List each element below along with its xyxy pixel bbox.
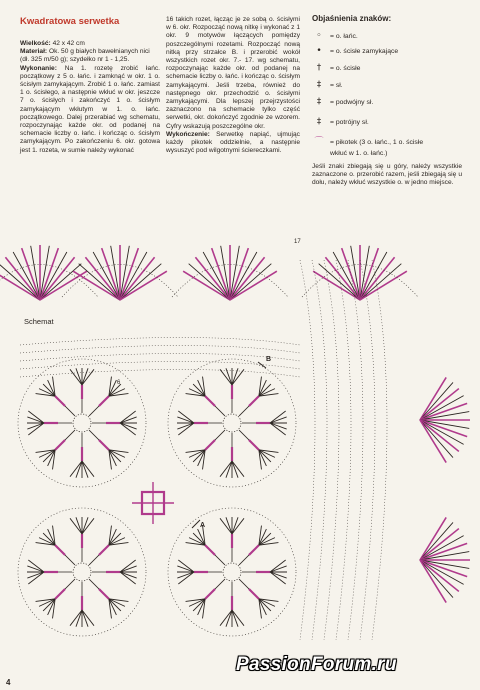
rosette-fan-stitch [120, 423, 137, 429]
row-6-label: 6 [117, 380, 121, 386]
rosette-pink-petal [99, 396, 109, 406]
border-fan-stitch [120, 257, 155, 300]
border-fan-stitch [360, 257, 395, 300]
legend-item-single [312, 64, 360, 73]
rosette-fan-stitch [232, 517, 238, 534]
rosette-pink-petal [99, 545, 109, 555]
rosette-pink-petal [99, 589, 109, 599]
size-line [20, 40, 160, 48]
rosette-pink-petal [55, 545, 65, 555]
rosette-fan-stitch [232, 368, 238, 385]
rosette-fan-stitch [82, 517, 88, 534]
rosette-fan-stitch [220, 369, 232, 385]
rosette-fan-stitch [76, 461, 82, 478]
rosette-fan-stitch [120, 417, 137, 423]
rosette-fan-stitch [232, 518, 244, 534]
rosette-fan-stitch [82, 518, 94, 534]
watermark-logo: PassionForum.ru [236, 654, 397, 675]
mesh-line [360, 260, 375, 640]
rosette-fan-stitch [270, 423, 287, 429]
rosette-fan-stitch [232, 461, 244, 477]
rosette-fan-stitch [220, 518, 232, 534]
mesh-line [20, 346, 300, 354]
border-fan-stitch [420, 377, 446, 420]
page-title: Kwadratowa serwetka [20, 16, 120, 27]
rosette-fan-stitch [270, 423, 286, 435]
rosette-fan-stitch [232, 610, 244, 626]
border-fan-stitch [420, 529, 459, 560]
crochet-diagram [0, 200, 480, 670]
rosette-fan-stitch [226, 461, 232, 478]
legend-item-slip [312, 47, 398, 56]
continuation-text: 16 takich rozet, łącząc je ze sobą o. ścisłymi w 6. okr. Rozpocząć nową nitkę i wykonać z 1 okr. 9 motywów łączących pomiędzy poszczególnymi rozetami. Rozpocząć nową nitką przy strzałce B. i przerobić wokół wszystkich rozet okr. 7.- 17. wg schematu, rozpoczynając każde okr. od podanej na schemacie liczby o. łańc. i kończąc o. ścisłym zamykającymi. Jeśli trzeba, również do następnego okr. przechodzić o. ścisłymi zamykającymi. Dla lepszej przejrzystości zaznaczono na schemacie tylko część serwetki, okr. dokończyć zgodnie ze wzorem. Cyfry wskazują poszczególne okr. [166, 16, 300, 130]
work-line [20, 65, 160, 155]
legend-title: Objaśnienia znaków: [312, 14, 392, 23]
size-value: 42 x 42 cm [52, 40, 85, 47]
legend-label: = sł. [330, 82, 343, 89]
rosette-fan-stitch [270, 560, 286, 572]
rosette-fan-stitch [270, 411, 286, 423]
chain-stitch-icon: ◦ [316, 31, 322, 41]
rosette-fan-stitch [70, 518, 82, 534]
page-number: 4 [6, 678, 11, 687]
legend-label: wkłuć w 1. o. łańc.) [330, 150, 388, 157]
border-fan-stitch [120, 271, 167, 300]
instructions-column-1 [20, 40, 160, 155]
rosette-fan-stitch [27, 417, 44, 423]
rosette-pink-petal [249, 545, 259, 555]
legend-item-double-treble [312, 98, 373, 107]
rosette-fan-stitch [177, 417, 194, 423]
rosette-fan-stitch [120, 572, 137, 578]
finish-line [166, 131, 300, 156]
size-label: Wielkość: [20, 40, 51, 47]
border-fan-stitch [360, 271, 407, 300]
rosette-pink-petal [205, 396, 215, 406]
mesh-line [20, 354, 300, 362]
rosette-fan-stitch [232, 461, 238, 478]
instructions-column-2 [166, 16, 300, 155]
finish-value: Serwetkę napiąć, ujmując każdy pikotek oddzielnie, a następnie wysuszyć pod wilgotnymi ściereczkami. [166, 130, 300, 155]
rosette-fan-stitch [220, 610, 232, 626]
legend-item-picot [312, 138, 423, 147]
rosette-fan-stitch [27, 566, 44, 572]
border-fan-stitch [5, 257, 40, 300]
rosette-pink-petal [249, 589, 259, 599]
legend-label: = o. ścisłe zamykające [330, 48, 399, 55]
border-fan-stitch [325, 257, 360, 300]
rosette-fan-stitch [178, 411, 194, 423]
border-fan-stitch [420, 517, 446, 560]
border-fan-stitch [420, 389, 459, 420]
border-fan-stitch [40, 257, 75, 300]
rosette-fan-stitch [226, 610, 232, 627]
rosette-pink-petal [55, 396, 65, 406]
mesh-line [20, 338, 300, 346]
rosette-fan-stitch [226, 368, 232, 385]
border-fan-stitch [420, 560, 446, 603]
rosette-pink-petal [249, 396, 259, 406]
border-fan-stitch [420, 420, 459, 451]
rosette-fan-stitch [28, 572, 44, 584]
work-value: Na 1. rozetę zrobić łańc. początkowy z 5 o. łańc. i zamknąć w okr. 1 o. ścisłym zamykającym. Zrobić 1 o. łańc. zamiast 1 o. ścisłego, a następnie wkłuć w okr. jeszcze 7 o. ścisłych i zakończyć 1 o. ścisłym zamykającym wkłutym w 1. o. łańc. początkowego. Dalej przerabiać wg schematu, rozpoczynając każde okr. od podanej na schemacie liczby o. łańc. i kończąc o. ścisłym zamykającym. Po zakończeniu 6. okr. gotowa jest 1. rozeta, w sumie należy wykonać [20, 64, 160, 154]
triple-treble-icon: ‡ [316, 117, 322, 127]
border-fan-stitch [230, 271, 277, 300]
rosette-fan-stitch [226, 517, 232, 534]
border-fan-stitch [420, 420, 446, 463]
rosette-center-ring [73, 563, 91, 581]
rosette-fan-stitch [70, 461, 82, 477]
rosette-pink-petal [205, 440, 215, 450]
double-treble-icon: ‡ [316, 97, 322, 107]
rosette-fan-stitch [76, 368, 82, 385]
legend-item-double [312, 81, 343, 90]
diagram-label: Schemat [24, 317, 54, 326]
rosette-fan-stitch [177, 572, 194, 578]
mesh-line [20, 370, 300, 378]
rosette-fan-stitch [28, 411, 44, 423]
rosette-fan-stitch [120, 566, 137, 572]
row-17-label: 17 [294, 239, 301, 245]
rosette-fan-stitch [120, 560, 136, 572]
picot-icon: ⌒ [314, 137, 324, 147]
mesh-line [312, 260, 327, 640]
rosette-fan-stitch [76, 610, 82, 627]
rosette-fan-stitch [177, 423, 194, 429]
legend-label: = potrójny sł. [330, 119, 369, 126]
rosette-fan-stitch [82, 461, 94, 477]
legend-label: = o. ścisłe [330, 65, 361, 72]
border-fan-stitch [230, 257, 265, 300]
border-fan-stitch [85, 257, 120, 300]
legend-item-triple-treble [312, 118, 369, 127]
material-line [20, 48, 160, 64]
rosette-fan-stitch [120, 423, 136, 435]
rosette-fan-stitch [178, 423, 194, 435]
rosette-fan-stitch [82, 610, 88, 627]
rosette-pink-petal [55, 589, 65, 599]
rosette-center-ring [223, 563, 241, 581]
rosette-pink-petal [55, 440, 65, 450]
rosette-fan-stitch [70, 369, 82, 385]
mesh-line [324, 260, 339, 640]
legend-item-picot-cont [330, 150, 387, 157]
marker-a: A [200, 522, 206, 529]
mesh-line [20, 362, 300, 370]
rosette-fan-stitch [232, 369, 244, 385]
rosette-fan-stitch [82, 369, 94, 385]
rosette-pink-petal [205, 545, 215, 555]
mesh-line [348, 260, 363, 640]
rosette-fan-stitch [27, 423, 44, 429]
rosette-fan-stitch [28, 560, 44, 572]
legend-label: = podwójny sł. [330, 99, 374, 106]
finish-label: Wykończenie: [166, 130, 210, 138]
legend-note: Jeśli znaki zbiegają się u góry, należy wszystkie zaznaczone o. przerobić razem, jeśli zbiegają się u dołu, należy wkłuć wszystkie o. w jedno miejsce. [312, 163, 462, 187]
rosette-fan-stitch [220, 461, 232, 477]
mesh-line [336, 260, 351, 640]
rosette-fan-stitch [120, 411, 136, 423]
rosette-pink-petal [249, 440, 259, 450]
rosette-pink-petal [99, 440, 109, 450]
rosette-fan-stitch [27, 572, 44, 578]
rosette-fan-stitch [82, 461, 88, 478]
border-fan-stitch [183, 271, 230, 300]
rosette-fan-stitch [70, 610, 82, 626]
rosette-fan-stitch [178, 560, 194, 572]
legend-label: = pikotek (3 o. łańc., 1 o. ścisłe [330, 139, 424, 146]
slip-stitch-icon: • [316, 46, 322, 56]
work-label: Wykonanie: [20, 64, 57, 72]
border-fan-stitch [420, 560, 459, 591]
mesh-line [372, 260, 387, 640]
rosette-fan-stitch [82, 610, 94, 626]
rosette-fan-stitch [270, 566, 287, 572]
rosette-fan-stitch [270, 417, 287, 423]
rosette-center-ring [73, 414, 91, 432]
rosette-pink-petal [205, 589, 215, 599]
mesh-line [300, 260, 315, 640]
rosette-fan-stitch [232, 610, 238, 627]
material-value: Ok. 50 g białych bawełnianych nici (dł. 325 m/50 g); szydełko nr 1 - 1,25. [20, 48, 150, 64]
legend-label: = o. łańc. [330, 33, 358, 40]
double-crochet-icon: ‡ [316, 80, 322, 90]
border-fan-stitch [195, 257, 230, 300]
rosette-fan-stitch [270, 572, 286, 584]
rosette-fan-stitch [82, 368, 88, 385]
rosette-fan-stitch [120, 572, 136, 584]
rosette-fan-stitch [270, 572, 287, 578]
legend-item-chain [312, 32, 358, 41]
rosette-fan-stitch [28, 423, 44, 435]
single-crochet-icon: † [316, 63, 322, 73]
rosette-fan-stitch [178, 572, 194, 584]
marker-b: B [266, 356, 272, 363]
border-fan-stitch [313, 271, 360, 300]
arrow-b [258, 362, 266, 368]
material-label: Materiał: [20, 48, 48, 56]
rosette-center-ring [223, 414, 241, 432]
rosette-fan-stitch [76, 517, 82, 534]
rosette-fan-stitch [177, 566, 194, 572]
